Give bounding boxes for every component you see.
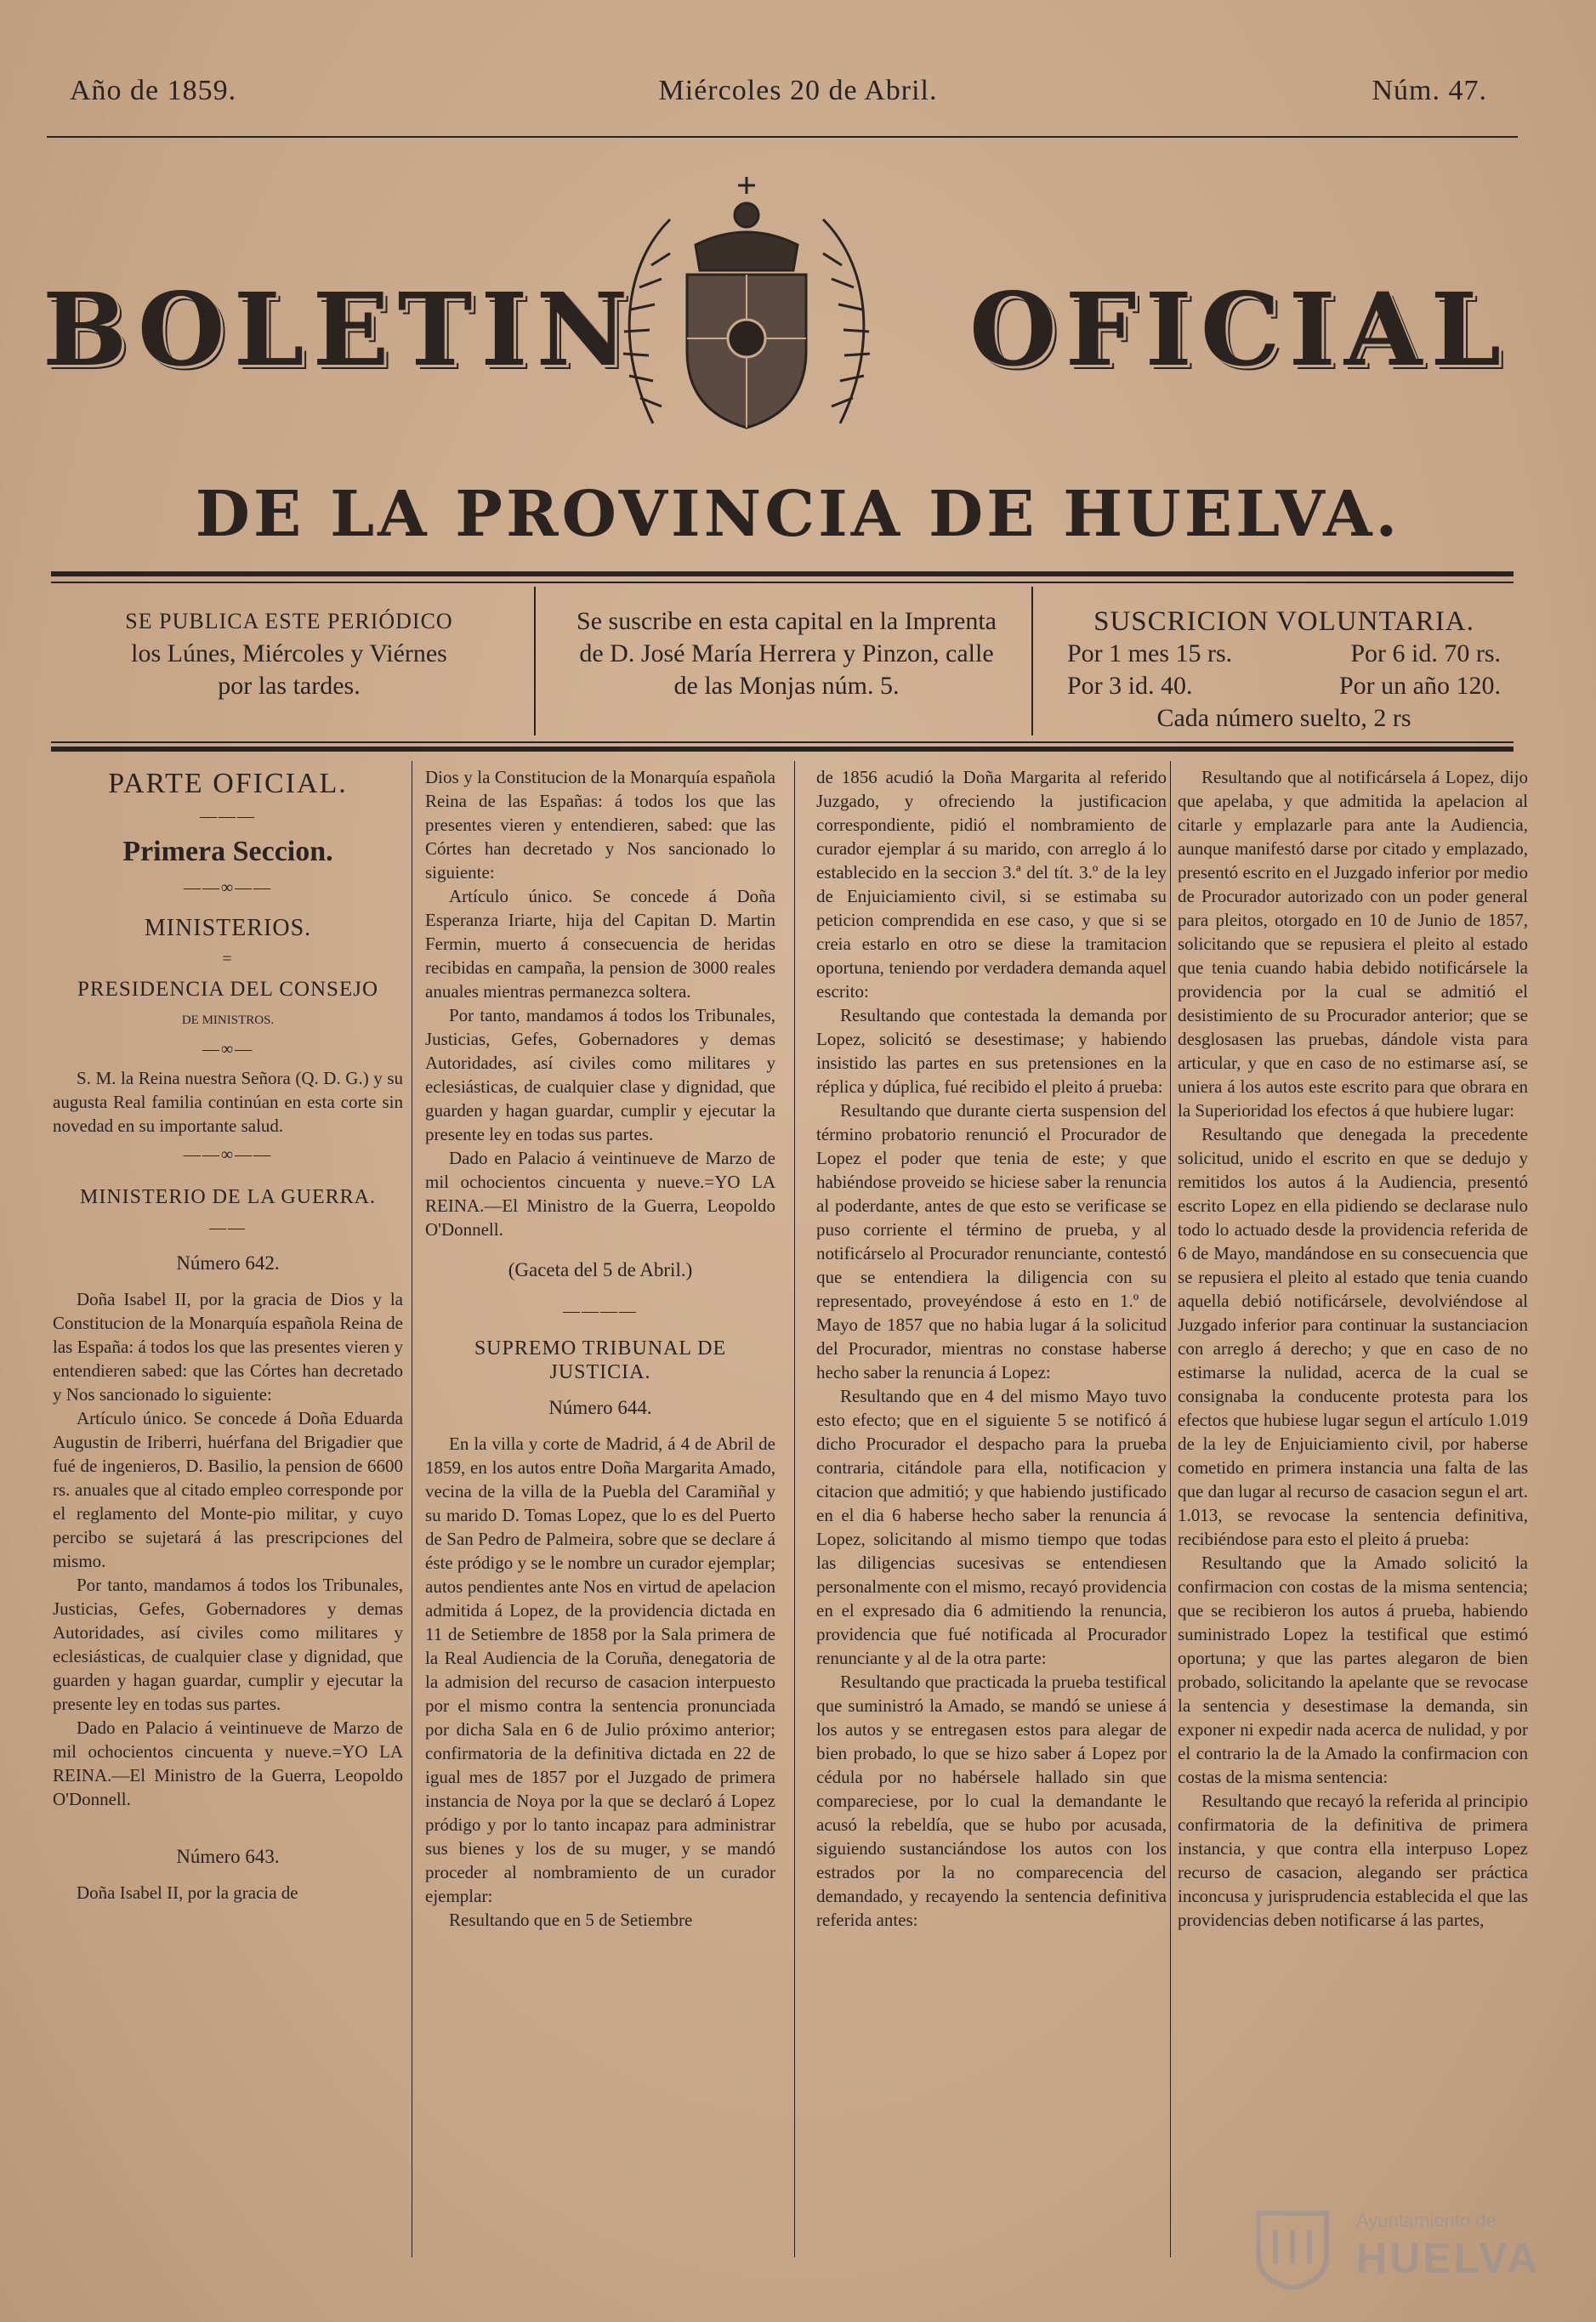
guerra-heading: MINISTERIO DE LA GUERRA. <box>80 1186 376 1208</box>
gaceta-reference: (Gaceta del 5 de Abril.) <box>508 1259 693 1280</box>
sentence-644-paragraph-10: Resultando que la Amado solicitó la confirmacion con costas de la misma sentencia; que se recibieron los autos á prueba, habiendo suministrado Lopez la testifical que estimó oportuna; y que las partes alegaron de bien probado, solicitando la apelante que se revocase la sentencia y desestimase la demanda, sin exponer ni expedir nada acerca de nulidad, y por el contrario la de la Amado la confirmacion con costas de la misma sentencia: <box>1178 1553 1528 1787</box>
watermark-line1: Ayuntamiento de <box>1356 2210 1497 2231</box>
parte-oficial-heading: PARTE OFICIAL. <box>108 768 348 799</box>
publish-line2: los Lúnes, Miércoles y Viérnes <box>131 639 447 667</box>
issue-number: Núm. 47. <box>1372 75 1487 106</box>
sentence-644-paragraph-1: En la villa y corte de Madrid, á 4 de Abril de 1859, en los autos entre Doña Margarita Amado, vecina de la villa de la Puebla del Caramiñal y su marido D. Tomas Lopez, que lo es del Puerto de San Pedro de Palmeira, sobre que se declare á éste pródigo y se le nombre un curador ejemplar; autos pendientes ante Nos en virtud de apelacion admitida á Lopez, de la providencia dictada en 11 de Setiembre de 1858 por la Sala primera de la Real Audiencia de la Coruña, denegatoria de la admision del recurso de casacion interpuesto por el mismo contra la sentencia pronunciada por dicha Sala en 6 de Julio próximo anterior; confirmatoria de la definitiva dictada en 22 de igual mes de 1857 por el Juzgado de primera instancia de Noya por la que se declaró á Lopez pródigo y por lo tanto incapaz para administrar sus bienes y los de su muger, y se mandó proceder al nombramiento de un curador ejemplar: <box>425 1434 775 1906</box>
decree-642-paragraph-4: Dado en Palacio á veintinueve de Marzo de mil ochocientos cincuenta y nueve.=YO LA REINA.—El Ministro de la Guerra, Leopoldo O'Donnell. <box>53 1717 403 1809</box>
column-divider-3 <box>1170 761 1171 2257</box>
sentence-644-number: Número 644. <box>548 1397 652 1418</box>
info-top-rule <box>51 571 1514 576</box>
decree-643-paragraph-2: Dios y la Constitucion de la Monarquía española Reina de las Españas: á todos los que las presentes vieren y entendieren, sabed: que las Córtes han decretado y Nos sancionado lo siguiente: <box>425 767 775 883</box>
info-divider-1 <box>534 587 536 735</box>
prices-info <box>1042 605 1526 733</box>
royal-crest-icon <box>602 168 891 449</box>
column-divider-2 <box>794 761 795 2257</box>
ministerios-heading: MINISTERIOS. <box>144 915 312 941</box>
sentence-644-paragraph-8: Resultando que al notificársela á Lopez, dijo que apelaba, y que admitida la apelacion al citarle y emplazarle para ante la Audiencia, aunque manifestó darse por citado y emplazado, presentó escrito en el Juzgado inferior por medio de Procurador autorizado con un poder general para pleitos, otorgado en 10 de Junio de 1857, solicitando que se repusiera el pleito al estado que tenia cuando habia debido notificársele la providencia por la cual se admitió el desistimiento de su Procurador anterior; que se desglosasen las pruebas, dándole vista para articular, y que en caso de no estimarse así, se uniera á los autos este escrito para que obrara en la Superioridad los efectos á que hubiere lugar: <box>1178 767 1528 1121</box>
info-bottom-rule <box>51 741 1514 743</box>
column-3 <box>816 765 1167 1932</box>
top-rule <box>47 136 1518 138</box>
decree-643-paragraph-5: Dado en Palacio á veintinueve de Marzo de mil ochocientos cincuenta y nueve.=YO LA REINA.—El Ministro de la Guerra, Leopoldo O'Donnell. <box>425 1148 775 1240</box>
primera-seccion-heading: Primera Seccion. <box>122 836 333 867</box>
issue-year: Año de 1859. <box>70 75 237 106</box>
price-4: Por un año 120. <box>1339 672 1501 700</box>
sentence-644-paragraph-3: de 1856 acudió la Doña Margarita al referido Juzgado, y ofreciendo la justificacion correspondiente, pidió el nombramiento de curador ejemplar á su marido, con arreglo á lo establecido en la seccion 3.ª del tít. 3.º de la ley de Enjuiciamiento civil, si se estimaba su peticion comprendida en ese caso, y que si se creia estarlo en otro se diese la tramitacion oportuna, teniendo por verdadera demanda aquel escrito: <box>816 767 1167 1002</box>
publish-line3: por las tardes. <box>218 672 361 700</box>
price-2: Por 6 id. 70 rs. <box>1350 639 1501 667</box>
voluntary-title: SUSCRICION VOLUNTARIA. <box>1093 606 1474 637</box>
decree-643-number: Número 643. <box>176 1846 280 1867</box>
presidencia-heading: PRESIDENCIA DEL CONSEJO <box>77 978 379 1001</box>
decree-643-paragraph-3: Artículo único. Se concede á Doña Esperanza Iriarte, hija del Capitan D. Martin Fermin, muerto á consecuencia de heridas recibidas en campaña, la pension de 3000 reales anuales mientras permanezca soltera. <box>425 886 775 1002</box>
ayuntamiento-watermark <box>1246 2193 1541 2295</box>
tribunal-heading: SUPREMO TRIBUNAL DE JUSTICIA. <box>474 1337 727 1383</box>
price-row-1 <box>1042 638 1526 670</box>
publication-info <box>60 605 519 733</box>
subscribe-line2: de D. José María Herrera y Pinzon, calle <box>579 639 994 667</box>
publish-line1: SE PUBLICA ESTE PERIÓDICO <box>125 609 453 633</box>
subscribe-line1: Se suscribe en esta capital en la Imprenta <box>576 607 997 635</box>
title-oficial: OFICIAL <box>969 270 1510 389</box>
province-title: DE LA PROVINCIA DE HUELVA. <box>195 478 1401 551</box>
info-top-rule-thin <box>51 582 1514 583</box>
divider-ornament: ——∞—— <box>183 1145 273 1164</box>
column-4 <box>1178 765 1528 1932</box>
title-boletin: BOLETIN <box>43 270 637 389</box>
sentence-644-paragraph-9: Resultando que denegada la precedente solicitud, unido el escrito en que se dedujo y remitidos los autos á la Audiencia, presentó escrito Lopez en ella pidiendo se declarase nulo todo lo actuado desde la providencia referida de 6 de Mayo, mandándose en su consecuencia que se repusiera el pleito al estado que tenia cuando aquella debió notificársele, devolviéndose al Juzgado inferior para continuar la sustanciacion con arreglo á derecho; y que en caso de no estimarse la nulidad, acerca de la cual se consignaba la conducente protesta para los efectos que hubiese lugar segun el artículo 1.019 de la ley de Enjuiciamiento civil, por haberse cometido en primera instancia una falta de las que dan lugar al recurso de casacion segun el art. 1.013, se revocase la sentencia definitiva, recibiéndose para esto el pleito á prueba: <box>1178 1124 1528 1549</box>
header-row <box>0 75 1596 126</box>
sentence-644-paragraph-7: Resultando que practicada la prueba testifical que suministró la Amado, se mandó se uniese á los autos y se entregasen estos para alegar de bien probado, lo que se hizo saber á Lopez por cédula por no habérsele hallado sin que compareciese, por lo cual la demandante le acusó la rebeldía, que se hubo por acusada, siguiendo sustanciándose los autos con los estrados por la no comparecencia del demandado, y recayendo la sentencia definitiva referida antes: <box>816 1672 1167 1930</box>
watermark-line2: HUELVA <box>1356 2234 1541 2282</box>
divider-ornament: ———— <box>563 1302 638 1320</box>
info-bottom-rule-thick <box>51 747 1514 752</box>
decree-642-number: Número 642. <box>176 1252 280 1274</box>
huelva-logo-icon <box>1246 2196 1339 2290</box>
price-3: Por 3 id. 40. <box>1067 672 1193 700</box>
column-2 <box>425 765 775 1932</box>
single-price: Cada número suelto, 2 rs <box>1156 704 1411 732</box>
price-row-2 <box>1042 670 1526 702</box>
price-1: Por 1 mes 15 rs. <box>1067 639 1233 667</box>
decree-642-paragraph-2: Artículo único. Se concede á Doña Eduarda Augustin de Iriberri, huérfana del Brigadier que fué de ingenieros, D. Basilio, la pension de 6600 rs. anuales que al citado empleo corresponde por el reglamento del Monte-pio militar, y cuyo percibo se sujetará á las prescripciones del mismo. <box>53 1408 403 1571</box>
sentence-644-paragraph-2: Resultando que en 5 de Setiembre <box>449 1910 693 1930</box>
decree-643-paragraph-4: Por tanto, mandamos á todos los Tribunales, Justicias, Gefes, Gobernadores y demas Autoridades, así civiles como militares y eclesiásticas, de cualquier clase y dignidad, que guarden y hagan guardar, cumplir y ejecutar la presente ley en todas sus partes. <box>425 1005 775 1144</box>
ministros-subheading: DE MINISTROS. <box>181 1013 275 1027</box>
decree-643-paragraph-1: Doña Isabel II, por la gracia de <box>77 1882 298 1903</box>
divider-ornament: = <box>222 950 234 968</box>
divider-ornament: ——∞—— <box>183 878 273 897</box>
column-1 <box>53 765 403 1905</box>
sentence-644-paragraph-5: Resultando que durante cierta suspension del término probatorio renunció el Procurador de Lopez el poder que tenia de este; y que habiéndose proveido se hiciese saber la renuncia al poderdante, antes de que esto se verificase se puso corriente el término de prueba, y al notificárselo al Procurador renunciante, contestó que se entendiera la diligencia con su representado, proveyéndose á esto en 1.º de Mayo de 1857 que no habia lugar á la solicitud del Procurador, mientras no constase haberse hecho saber la renuncia á Lopez: <box>816 1100 1167 1382</box>
decree-642-paragraph-1: Doña Isabel II, por la gracia de Dios y la Constitucion de la Monarquía española Reina de las España: á todos los que las presentes vieren y entendieren sabed: que las Córtes han decretado y Nos sancionado lo siguiente: <box>53 1289 403 1405</box>
salud-paragraph: S. M. la Reina nuestra Señora (Q. D. G.) y su augusta Real familia continúan en esta corte sin novedad en su importante salud. <box>53 1068 403 1136</box>
sentence-644-paragraph-11: Resultando que recayó la referida al principio confirmatoria de la definitiva de primera instancia, y que contra ella interpuso Lopez recurso de casacion, alegando ser práctica inconcusa y jurisprudencia establecida el que las providencias deben notificarse á las partes, <box>1178 1791 1528 1930</box>
subscription-info <box>544 605 1029 733</box>
subscribe-line3: de las Monjas núm. 5. <box>673 672 900 700</box>
info-divider-2 <box>1031 587 1033 735</box>
sentence-644-paragraph-4: Resultando que contestada la demanda por Lopez, solicitó se desestimase; y habiendo insistido las partes en sus pretensiones en la réplica y dúplica, fué recibido el pleito á prueba: <box>816 1005 1167 1097</box>
divider-ornament: ——— <box>200 807 256 826</box>
decree-642-paragraph-3: Por tanto, mandamos á todos los Tribunales, Justicias, Gefes, Gobernadores y demas Autoridades, así civiles como militares y eclesiásticas, de cualquier clase y dignidad, que guarden y hagan guardar, cumplir y ejecutar la presente ley en todas sus partes. <box>53 1575 403 1714</box>
issue-date: Miércoles 20 de Abril. <box>658 75 938 106</box>
sentence-644-paragraph-6: Resultando que en 4 del mismo Mayo tuvo esto efecto; que en el siguiente 5 se notificó á dicho Procurador el despacho para la prueba contraria, citándole para ella, notificacion y citacion que admitió; y que habiendo justificado en el dia 6 haberse hecho saber la renuncia á Lopez, solicitando al mismo tiempo que todas las diligencias sucesivas se entendiesen personalmente con el mismo, recayó providencia en el expresado dia 6 admitiendo la renuncia, providencia que fué notificada al Procurador renunciante y al de la otra parte: <box>816 1386 1167 1668</box>
divider-ornament: —∞— <box>202 1040 254 1059</box>
divider-ornament: —— <box>209 1218 247 1237</box>
